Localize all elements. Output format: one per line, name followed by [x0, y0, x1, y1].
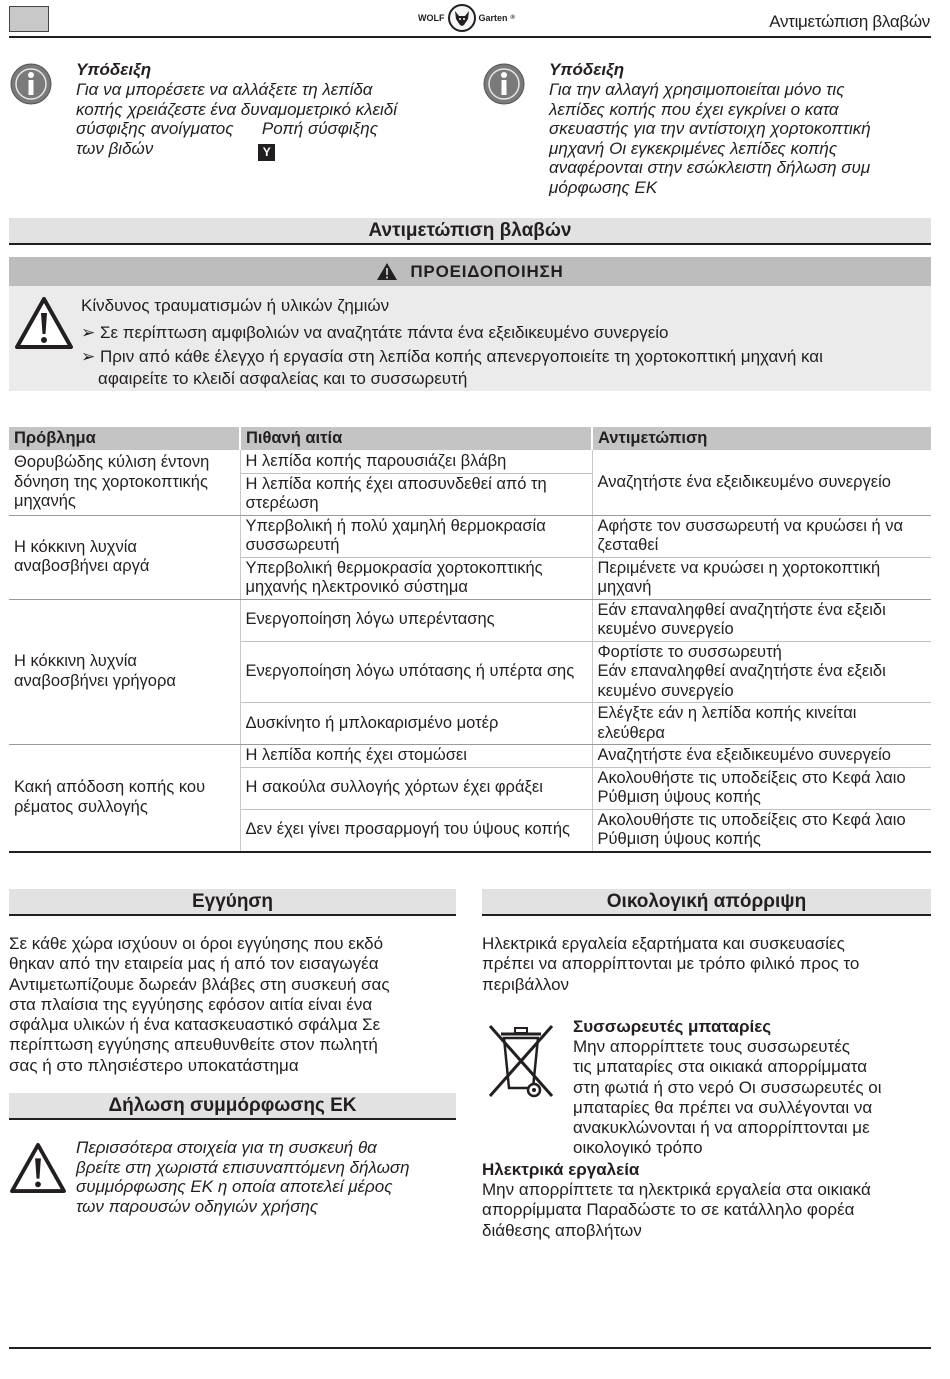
cause-cell: Η λεπίδα κοπής έχει αποσυνδεθεί από τη στερέωση [240, 473, 592, 515]
column-header: Πρόβλημα [9, 427, 240, 450]
warning-bullet-text: Σε περίπτωση αμφιβολιών να αναζητάτε πάντα ένα εξειδικευμένο συνεργείο [99, 323, 669, 342]
table-row [9, 450, 931, 473]
disposal-intro [482, 934, 931, 995]
note-right-line: αναφέρονται στην εσώκλειστη δήλωση συμ [549, 158, 871, 177]
section-heading-warranty: Εγγύηση [9, 889, 456, 916]
problem-cell: Η κόκκινη λυχνία αναβοσβήνει γρήγορα [9, 599, 240, 745]
note-left-line: σύσφιξης ανοίγματος Ροπή σύσφιξης [76, 119, 378, 138]
remedy-cell: Ελέγξτε εάν η λεπίδα κοπής κινείται ελεύθερα [592, 703, 931, 745]
table-row [9, 515, 931, 557]
batteries-title: Συσσωρευτές μπαταρίες [573, 1017, 772, 1036]
tools-line: διάθεσης αποβλήτων [482, 1220, 642, 1240]
warning-banner [9, 257, 931, 286]
wolf-head-icon [448, 4, 476, 32]
cause-cell: Η λεπίδα κοπής έχει στομώσει [240, 745, 592, 768]
note-left-line-last [76, 139, 466, 161]
remedy-cell: Ακολουθήστε τις υποδείξεις στο Κεφά λαιο Ρύθμιση ύψους κοπής [592, 767, 931, 809]
logo-wolf-text: WOLF [418, 13, 445, 23]
declaration-line: βρείτε στη χωριστά επισυναπτόμενη δήλωση [76, 1157, 410, 1177]
remedy-cell: Αφήστε τον συσσωρευτή να κρυώσει ή να ζεσταθεί [592, 515, 931, 557]
declaration-line: συμμόρφωσης ΕΚ η οποία αποτελεί μέρος [76, 1177, 393, 1196]
batteries-line: μπαταρίες θα πρέπει να συλλέγονται να [573, 1097, 873, 1117]
disposal-intro-line: περιβάλλον [482, 974, 570, 994]
warning-bullet [81, 321, 669, 344]
page-number-tab [9, 6, 49, 32]
remedy-cell: Περιμένετε να κρυώσει η χορτοκοπτική μηχανή [592, 557, 931, 599]
remedy-cell: Αναζητήστε ένα εξειδικευμένο συνεργείο [592, 450, 931, 515]
warranty-line: Αντιμετωπίζουμε δωρεάν βλάβες στη συσκευή σας [9, 974, 390, 994]
footer-divider [9, 1347, 931, 1349]
tools-block [482, 1160, 931, 1241]
problem-cell: Η κόκκινη λυχνία αναβοσβήνει αργά [9, 515, 240, 599]
bullet-marker: ➢ [81, 347, 96, 366]
tools-line: απορρίμματα Παραδώστε το σε κατάλληλο φορέα [482, 1200, 855, 1220]
header-divider [9, 36, 931, 38]
cause-cell: Η λεπίδα κοπής παρουσιάζει βλάβη [240, 450, 592, 473]
note-left-line: κοπής χρειάζεστε ένα δυναμομετρικό κλειδί [76, 99, 398, 119]
warning-bullet-continuation: αφαιρείτε το κλειδί ασφαλείας και το συσσωρευτή [98, 369, 468, 388]
warranty-line: στα πλαίσια της εγγύησης εφόσον αιτία είναι ένα [9, 994, 373, 1014]
warning-bullet [81, 345, 823, 368]
note-left [76, 60, 466, 161]
tools-title: Ηλεκτρικά εργαλεία [482, 1160, 640, 1179]
table-header-row [9, 427, 931, 450]
cause-cell: Ενεργοποίηση λόγω υπερέντασης [240, 599, 592, 641]
note-right-line: μηχανή Οι εγκεκριμένες λεπίδες κοπής [549, 138, 838, 158]
warning-bullet-text: Πριν από κάθε έλεγχο ή εργασία στη λεπίδα κοπής απενεργοποιείτε τη χορτοκοπτική μηχανή και [99, 347, 823, 366]
batteries-line: Μην απορρίπτετε τους συσσωρευτές [573, 1037, 850, 1056]
warranty-line: θηκαν από την εταιρεία μας ή από τον εισαγωγέα [9, 954, 379, 974]
warranty-line: περίπτωση εγγύησης απευθυνθείτε στον πωλητή [9, 1035, 378, 1055]
page-header-title: Αντιμετώπιση βλαβών [769, 12, 930, 31]
registered-mark: ® [510, 15, 515, 21]
note-left-title: Υπόδειξη [76, 60, 152, 79]
warning-small-icon [376, 262, 398, 281]
note-right-title: Υπόδειξη [549, 60, 625, 79]
section-heading-declaration: Δήλωση συμμόρφωσης ΕΚ [9, 1093, 456, 1120]
tools-line: Μην απορρίπτετε τα ηλεκτρικά εργαλεία στα οικιακά [482, 1180, 871, 1199]
table-row [9, 599, 931, 641]
cause-cell: Ενεργοποίηση λόγω υπότασης ή υπέρτα σης [240, 641, 592, 703]
cause-cell: Δεν έχει γίνει προσαρμογή του ύψους κοπής [240, 809, 592, 852]
column-header: Πιθανή αιτία [240, 427, 592, 450]
remedy-cell: Ακολουθήστε τις υποδείξεις στο Κεφά λαιο Ρύθμιση ύψους κοπής [592, 809, 931, 852]
info-icon [482, 62, 526, 111]
warranty-line: Σε κάθε χώρα ισχύουν οι όροι εγγύησης που εκδό [9, 934, 384, 953]
warranty-line: σφάλμα υλικών ή ένα κατασκευαστικό σφάλμα Σε [9, 1015, 381, 1035]
batteries-line: οικολογικό τρόπο [573, 1138, 703, 1158]
note-right-line: λεπίδες κοπής που έχει εγκρίνει ο κατα [549, 99, 839, 119]
warning-triangle-icon [14, 296, 74, 355]
note-right-line: Για την αλλαγή χρησιμοποιείται μόνο τις [549, 80, 845, 99]
warning-title: Κίνδυνος τραυματισμών ή υλικών ζημιών [81, 296, 390, 315]
note-right-line: σκευαστής για την αντίστοιχη χορτοκοπτική [549, 119, 871, 138]
disposal-intro-line: πρέπει να απορρίπτονται με τρόπο φιλικό προς το [482, 954, 860, 974]
declaration-line: των παρουσών οδηγιών χρήσης [76, 1196, 319, 1216]
remedy-cell: Αναζητήστε ένα εξειδικευμένο συνεργείο [592, 745, 931, 768]
section-heading-disposal: Οικολογική απόρριψη [482, 889, 931, 916]
remedy-cell: Εάν επαναληφθεί αναζητήστε ένα εξειδι κευμένο συνεργείο [592, 599, 931, 641]
brand-logo [418, 3, 515, 33]
batteries-block [573, 1017, 933, 1159]
troubleshooting-table [9, 427, 931, 853]
disposal-intro-line: Ηλεκτρικά εργαλεία εξαρτήματα και συσκευασίες [482, 934, 845, 953]
note-right-line: μόρφωσης ΕΚ [549, 177, 658, 197]
section-heading-troubleshooting: Αντιμετώπιση βλαβών [9, 218, 931, 245]
warning-label: ΠΡΟΕΙΔΟΠΟΙΗΣΗ [410, 261, 564, 281]
cause-cell: Υπερβολική ή πολύ χαμηλή θερμοκρασία συσσωρευτή [240, 515, 592, 557]
declaration-line: Περισσότερα στοιχεία για τη συσκευή θα [76, 1138, 377, 1157]
key-badge: Y [258, 144, 275, 161]
batteries-line: ανακυκλώνονται ή να απορρίπτονται με [573, 1118, 870, 1138]
bullet-marker: ➢ [81, 323, 96, 342]
warning-triangle-icon [9, 1142, 67, 1199]
batteries-line: τις μπαταρίες στα οικιακά απορρίμματα [573, 1057, 868, 1077]
note-left-line: των βιδών [76, 138, 154, 158]
declaration-text [76, 1138, 461, 1216]
problem-cell: Κακή απόδοση κοπής κου ρέματος συλλογής [9, 745, 240, 852]
note-right [549, 60, 934, 197]
info-icon [9, 62, 53, 111]
note-left-line: Για να μπορέσετε να αλλάξετε τη λεπίδα [76, 80, 373, 99]
warranty-line: σας ή στο πλησιέστερο υποκατάστημα [9, 1055, 299, 1075]
troubleshooting-table-wrap [9, 427, 931, 853]
batteries-line: στη φωτιά ή στο νερό Οι συσσωρευτές οι [573, 1077, 882, 1097]
table-row [9, 745, 931, 768]
cause-cell: Υπερβολική θερμοκρασία χορτοκοπτικής μηχανής ηλεκτρονικό σύστημα [240, 557, 592, 599]
problem-cell: Θορυβώδης κύλιση έντονη δόνηση της χορτοκοπτικής μηχανής [9, 450, 240, 515]
crossed-out-wheelie-bin-icon [482, 1020, 560, 1107]
column-header: Αντιμετώπιση [592, 427, 931, 450]
logo-garten-text: Garten [478, 13, 508, 23]
warranty-text [9, 934, 456, 1076]
remedy-cell: Φορτίστε το συσσωρευτή Εάν επαναληφθεί αναζητήστε ένα εξειδι κευμένο συνεργείο [592, 641, 931, 703]
cause-cell: Η σακούλα συλλογής χόρτων έχει φράξει [240, 767, 592, 809]
cause-cell: Δυσκίνητο ή μπλοκαρισμένο μοτέρ [240, 703, 592, 745]
